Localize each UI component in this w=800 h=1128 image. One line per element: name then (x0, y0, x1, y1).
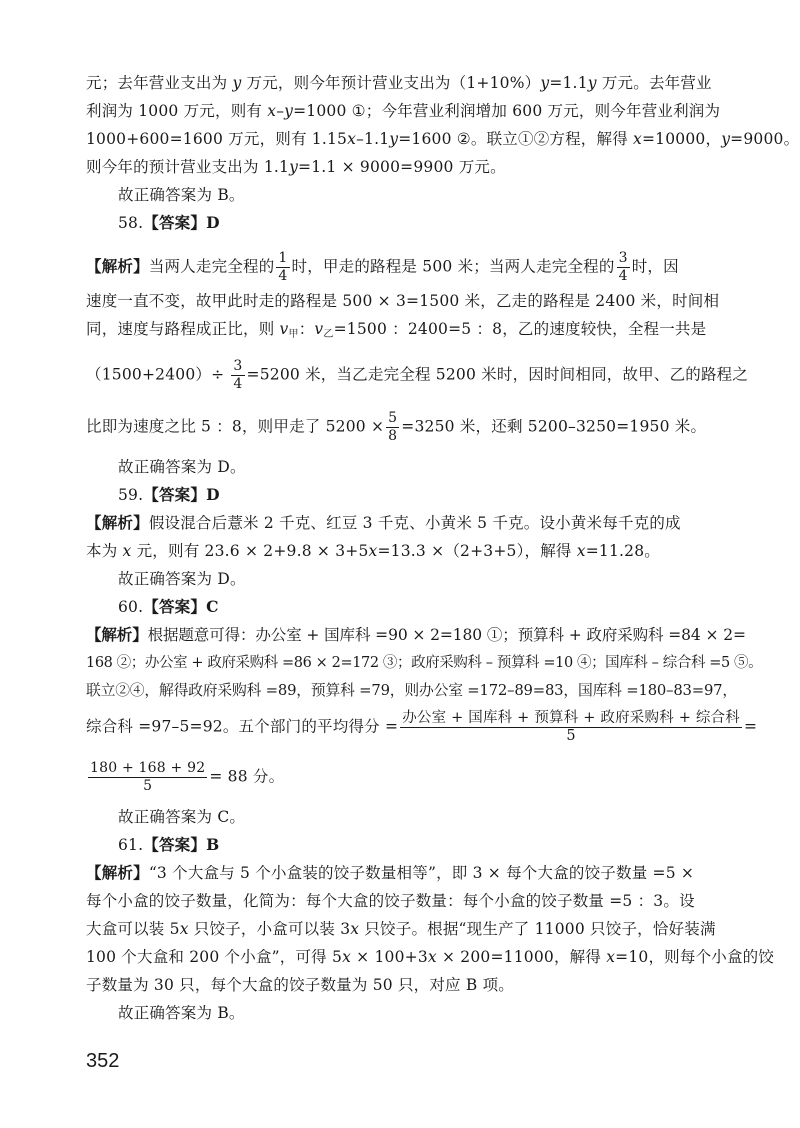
text: =9000。 (730, 130, 800, 148)
var: v (279, 320, 289, 338)
text: =3250 米，还剩 5200–3250=1950 米。 (401, 417, 707, 436)
text-line (86, 128, 799, 150)
fraction (88, 760, 207, 795)
var: x (267, 102, 277, 120)
text: = 88 分。 (209, 767, 285, 786)
analysis-label: 【解析】 (86, 256, 149, 276)
text-line (86, 100, 720, 122)
conclusion-59: 故正确答案为 D。 (118, 570, 246, 588)
var: y (289, 158, 299, 176)
text: 万元。去年营业 (596, 74, 712, 92)
text: =1.1 (549, 74, 588, 92)
analysis-label: 【解析】 (86, 863, 149, 882)
text: – (276, 102, 285, 120)
text: 元，则有 23.6 × 2+9.8 × 3+5 (131, 542, 369, 560)
analysis-60-line5 (86, 760, 284, 795)
text: 1000+600=1600 万元，则有 1.15 (86, 130, 348, 148)
analysis-58-line1 (86, 250, 679, 285)
text: ： (298, 320, 315, 338)
var: x (606, 948, 616, 966)
fraction (617, 250, 630, 285)
analysis-60-line4 (86, 710, 757, 745)
text: 利润为 1000 万元，则有 (86, 102, 268, 120)
analysis-61-line5: 子数量为 30 只，每个大盒的饺子数量为 50 只，对应 B 项。 (86, 976, 515, 994)
analysis-60-line3: 联立②④，解得政府采购科 =89，预算科 =79，则办公室 =172–89=83，国库科 =180–83=97， (86, 682, 737, 699)
analysis-59-line1 (86, 512, 681, 534)
numerator: 180 + 168 + 92 (90, 760, 206, 776)
fraction (386, 410, 399, 445)
analysis-label: 【解析】 (86, 513, 149, 532)
answer-letter: D (206, 213, 220, 232)
numerator: 办公室 + 国库科 + 预算科 + 政府采购科 + 综合科 (402, 710, 740, 726)
conclusion-58: 故正确答案为 D。 (118, 458, 246, 476)
answer-label: 【答案】 (143, 213, 207, 232)
text: （1500+2400）÷ (86, 365, 230, 384)
numerator: 3 (618, 250, 628, 266)
text: 万元，则今年预计营业支出为（1+10%） (241, 74, 541, 92)
var: v (314, 320, 324, 338)
text: × 200=11000，解得 (436, 948, 607, 966)
var: x (342, 948, 352, 966)
analysis-61-line1 (86, 862, 694, 884)
numerator: 1 (278, 250, 288, 266)
analysis-58-line5 (86, 410, 706, 445)
denominator: 4 (233, 376, 243, 392)
text: 综合科 =97–5=92。五个部门的平均得分 = (86, 717, 399, 736)
numerator: 5 (388, 410, 398, 426)
answer-letter: B (206, 835, 220, 854)
answer-letter: D (206, 485, 220, 504)
fraction (400, 710, 742, 745)
text: “3 个大盒与 5 个小盒装的饺子数量相等”，即 3 × 每个大盒的饺子数量 =5 × (148, 864, 695, 882)
answer-61 (118, 834, 219, 856)
denominator: 8 (388, 428, 398, 444)
denominator: 5 (566, 728, 576, 744)
var: y (389, 130, 399, 148)
var: x (179, 920, 189, 938)
text: 时，甲走的路程是 500 米；当两人走完全程的 (291, 257, 615, 276)
var: y (284, 102, 294, 120)
text: 同，速度与路程成正比，则 (86, 320, 280, 338)
analysis-60-line2: 168 ②；办公室 + 政府采购科 =86 × 2=172 ③；政府采购科 – 预算科 =10 ④；国库科 – 综合科 =5 ⑤。 (86, 655, 763, 671)
analysis-58-line4 (86, 358, 748, 393)
var: x (368, 542, 378, 560)
text: =10，则每个小盒的饺 (615, 948, 775, 966)
text-line (86, 156, 506, 178)
text: 当两人走完全程的 (148, 257, 275, 276)
var: y (721, 130, 731, 148)
denominator: 5 (143, 778, 153, 794)
var: x (576, 542, 586, 560)
numerator: 3 (233, 358, 243, 374)
text: =10000， (642, 130, 722, 148)
text: =1600 ②。联立①②方程，解得 (398, 130, 634, 148)
text: 元；去年营业支出为 (86, 74, 233, 92)
page-number: 352 (86, 1050, 120, 1072)
text: 比即为速度之比 5 ：8，则甲走了 5200 × (86, 417, 385, 436)
text: 本为 (86, 542, 123, 560)
analysis-61-line4 (86, 946, 774, 968)
answer-label: 【答案】 (143, 835, 207, 854)
analysis-label: 【解析】 (86, 625, 148, 644)
question-number: 60. (118, 598, 144, 616)
answer-60 (118, 596, 219, 618)
analysis-60-line1 (86, 624, 746, 646)
denominator: 4 (618, 268, 628, 284)
conclusion-61: 故正确答案为 B。 (118, 1004, 245, 1022)
conclusion-60: 故正确答案为 C。 (118, 808, 246, 826)
text: =1000 ①；今年营业利润增加 600 万元，则今年营业利润为 (293, 102, 721, 120)
text: 则今年的预计营业支出为 1.1 (86, 158, 290, 176)
analysis-61-line2: 每个小盒的饺子数量，化简为：每个大盒的饺子数量：每个小盒的饺子数量 =5 ：3。设 (86, 892, 695, 910)
analysis-58-line2: 速度一直不变，故甲此时走的路程是 500 × 3=1500 米，乙走的路程是 2400 米，时间相 (86, 292, 720, 310)
question-number: 59. (118, 486, 144, 504)
text: –1.1 (356, 130, 390, 148)
fraction (231, 358, 244, 393)
text: 只饺子，小盒可以装 3 (188, 920, 351, 938)
text: 100 个大盒和 200 个小盒”，可得 5 (86, 948, 343, 966)
analysis-59-line2 (86, 540, 660, 562)
conclusion-57: 故正确答案为 B。 (118, 186, 245, 204)
subscript: 甲 (288, 329, 299, 340)
text: 根据题意可得：办公室 + 国库科 =90 × 2=180 ①；预算科 + 政府采购科 =84 × 2= (147, 626, 746, 644)
fraction (276, 250, 289, 285)
analysis-61-line3 (86, 918, 716, 940)
question-number: 58. (118, 214, 144, 232)
text: 假设混合后薏米 2 千克、红豆 3 千克、小黄米 5 千克。设小黄米每千克的成 (148, 514, 681, 532)
answer-label: 【答案】 (143, 485, 207, 504)
var: x (350, 920, 360, 938)
var: y (540, 74, 550, 92)
text: =1.1 × 9000=9900 万元。 (298, 158, 506, 176)
var: x (122, 542, 132, 560)
var: x (427, 948, 437, 966)
var: x (347, 130, 357, 148)
text: =5200 米，当乙走完全程 5200 米时，因时间相同，故甲、乙的路程之 (246, 365, 749, 384)
text: =11.28。 (585, 542, 660, 560)
denominator: 4 (278, 268, 288, 284)
text: = (743, 717, 758, 736)
var: x (633, 130, 642, 148)
answer-letter: C (206, 597, 219, 616)
answer-59 (118, 484, 220, 506)
analysis-58-line3 (86, 318, 706, 346)
text: 大盒可以装 5 (86, 920, 180, 938)
text: 只饺子。根据“现生产了 11000 只饺子，恰好装满 (359, 920, 716, 938)
var: y (232, 74, 242, 92)
text: 时，因 (631, 257, 679, 276)
answer-58 (118, 212, 220, 234)
answer-label: 【答案】 (143, 597, 207, 616)
var: y (587, 74, 597, 92)
question-number: 61. (118, 836, 144, 854)
text: =13.3 ×（2+3+5），解得 (377, 542, 577, 560)
text-line (86, 72, 712, 94)
text: =1500 ：2400=5 ：8，乙的速度较快，全程一共是 (333, 320, 707, 338)
subscript: 乙 (323, 329, 334, 340)
text: × 100+3 (351, 948, 428, 966)
